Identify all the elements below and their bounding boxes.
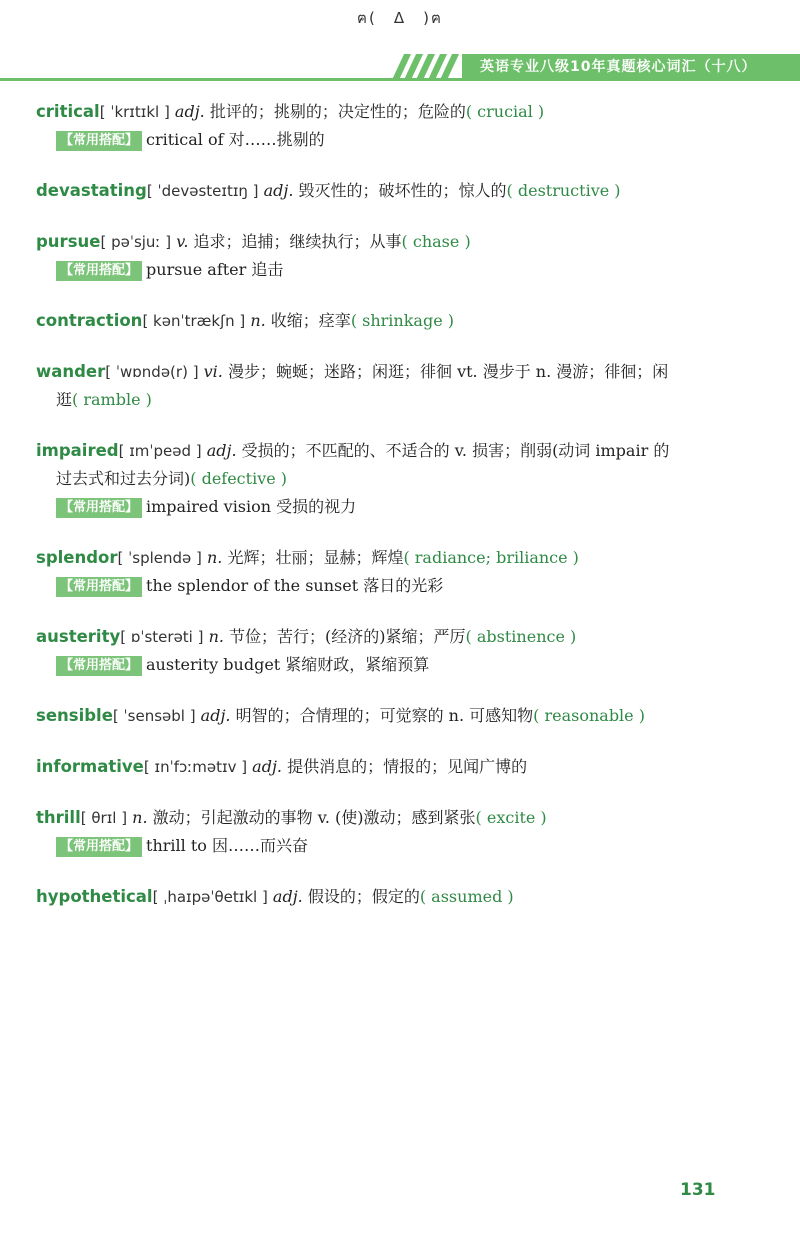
part-of-speech: v. <box>176 232 189 251</box>
definition: 明智的；合情理的；可觉察的 n. 可感知物 <box>230 706 534 725</box>
collocation-badge: 【常用搭配】 <box>56 261 142 281</box>
part-of-speech: n. <box>132 808 148 827</box>
synonym: ( shrinkage ) <box>350 311 454 330</box>
entry-line <box>36 98 736 126</box>
definition: 受损的；不匹配的、不适合的 v. 损害；削弱(动词 impair 的 <box>236 441 670 460</box>
entry-line <box>36 307 736 335</box>
synonym: ( defective ) <box>190 469 288 488</box>
part-of-speech: adj. <box>272 887 303 906</box>
synonym: ( destructive ) <box>506 181 621 200</box>
entry-line <box>36 544 736 572</box>
definition: 漫步；蜿蜒；迷路；闲逛；徘徊 vt. 漫步于 n. 漫游；徘徊；闲 <box>222 362 669 381</box>
page-number: 131 <box>680 1180 716 1200</box>
part-of-speech: adj. <box>174 102 205 121</box>
phonetic: [ ˌhaɪpəˈθetɪkl ] <box>152 888 268 906</box>
collocation-text: critical of 对……挑剔的 <box>146 130 325 149</box>
vocab-entry <box>36 228 736 284</box>
headword: wander <box>36 362 106 381</box>
headword: impaired <box>36 441 119 460</box>
part-of-speech: adj. <box>263 181 294 200</box>
part-of-speech: adj. <box>200 706 231 725</box>
headword: thrill <box>36 808 81 827</box>
vocab-entry <box>36 177 736 205</box>
definition: 节俭；苦行；(经济的)紧缩；严厉 <box>223 627 466 646</box>
definition: 假设的；假定的 <box>302 887 420 906</box>
collocation-line <box>36 832 736 860</box>
entry-line <box>36 358 736 386</box>
collocation-line <box>36 126 736 154</box>
book-title: 英语专业八级10年真题核心词汇（十八） <box>462 54 800 80</box>
definition: 批评的；挑剔的；决定性的；危险的 <box>204 102 466 121</box>
vocab-entry <box>36 753 736 781</box>
headword: hypothetical <box>36 887 153 906</box>
definition: 毁灭性的；破坏性的；惊人的 <box>293 181 507 200</box>
definition: 激动；引起激动的事物 v. (使)激动；感到紧张 <box>147 808 476 827</box>
vocab-entry <box>36 307 736 335</box>
entry-continuation <box>36 465 736 493</box>
synonym: ( assumed ) <box>419 887 514 906</box>
vocab-entry <box>36 623 736 679</box>
phonetic: [ ɪmˈpeəd ] <box>118 442 202 460</box>
vocab-entry <box>36 702 736 730</box>
synonym: ( reasonable ) <box>533 706 645 725</box>
phonetic: [ ˈsensəbl ] <box>112 707 196 725</box>
headword: pursue <box>36 232 101 251</box>
collocation-badge: 【常用搭配】 <box>56 837 142 857</box>
entry-line <box>36 623 736 651</box>
vocab-entry <box>36 804 736 860</box>
collocation-line <box>36 256 736 284</box>
vocab-entry <box>36 544 736 600</box>
definition: 追求；追捕；继续执行；从事 <box>188 232 402 251</box>
vocab-entry <box>36 437 736 521</box>
synonym: ( chase ) <box>401 232 471 251</box>
headword: devastating <box>36 181 147 200</box>
definition: 提供消息的；情报的；见闻广博的 <box>282 757 528 776</box>
phonetic: [ ɒˈsterəti ] <box>120 628 204 646</box>
collocation-badge: 【常用搭配】 <box>56 498 142 518</box>
headword: sensible <box>36 706 113 725</box>
part-of-speech: n. <box>250 311 266 330</box>
synonym: ( radiance; briliance ) <box>403 548 579 567</box>
definition-continued: 逛 <box>56 390 73 409</box>
collocation-line <box>36 572 736 600</box>
entry-line <box>36 753 736 781</box>
collocation-text: impaired vision 受损的视力 <box>146 497 357 516</box>
header-stripes <box>398 54 460 80</box>
vocab-entry <box>36 98 736 154</box>
phonetic: [ ˈkrɪtɪkl ] <box>99 103 170 121</box>
phonetic: [ ˈwɒndə(r) ] <box>105 363 199 381</box>
entry-continuation <box>36 386 736 414</box>
synonym: ( excite ) <box>475 808 547 827</box>
synonym: ( ramble ) <box>72 390 152 409</box>
synonym: ( abstinence ) <box>465 627 577 646</box>
entry-line <box>36 702 736 730</box>
vocabulary-list <box>36 98 736 934</box>
collocation-text: the splendor of the sunset 落日的光彩 <box>146 576 444 595</box>
headword: informative <box>36 757 144 776</box>
collocation-line <box>36 651 736 679</box>
part-of-speech: adj. <box>206 441 237 460</box>
entry-line <box>36 883 736 911</box>
collocation-line <box>36 493 736 521</box>
phonetic: [ pəˈsjuː ] <box>100 233 172 251</box>
entry-line <box>36 437 736 465</box>
header-band <box>0 52 800 82</box>
headword: contraction <box>36 311 143 330</box>
part-of-speech: vi. <box>203 362 223 381</box>
phonetic: [ ɪnˈfɔːmətɪv ] <box>143 758 248 776</box>
collocation-badge: 【常用搭配】 <box>56 656 142 676</box>
entry-line <box>36 804 736 832</box>
vocab-entry <box>36 358 736 414</box>
phonetic: [ θrɪl ] <box>80 809 128 827</box>
definition: 光辉；壮丽；显赫；辉煌 <box>222 548 404 567</box>
collocation-badge: 【常用搭配】 <box>56 131 142 151</box>
entry-line <box>36 177 736 205</box>
headword: splendor <box>36 548 118 567</box>
phonetic: [ ˈsplendə ] <box>117 549 202 567</box>
synonym: ( crucial ) <box>465 102 545 121</box>
definition: 收缩；痉挛 <box>265 311 351 330</box>
headword: austerity <box>36 627 121 646</box>
collocation-text: thrill to 因……而兴奋 <box>146 836 308 855</box>
collocation-text: pursue after 追击 <box>146 260 284 279</box>
phonetic: [ kənˈtrækʃn ] <box>142 312 246 330</box>
part-of-speech: n. <box>206 548 223 567</box>
part-of-speech: n. <box>208 627 224 646</box>
phonetic: [ ˈdevəsteɪtɪŋ ] <box>146 182 259 200</box>
entry-line <box>36 228 736 256</box>
collocation-text: austerity budget 紧缩财政，紧缩预算 <box>146 655 430 674</box>
definition-continued: 过去式和过去分词) <box>56 469 191 488</box>
top-decoration: ฅ( Δ )ฅ <box>356 9 444 27</box>
headword: critical <box>36 102 100 121</box>
part-of-speech: adj. <box>252 757 282 776</box>
collocation-badge: 【常用搭配】 <box>56 577 142 597</box>
vocab-entry <box>36 883 736 911</box>
